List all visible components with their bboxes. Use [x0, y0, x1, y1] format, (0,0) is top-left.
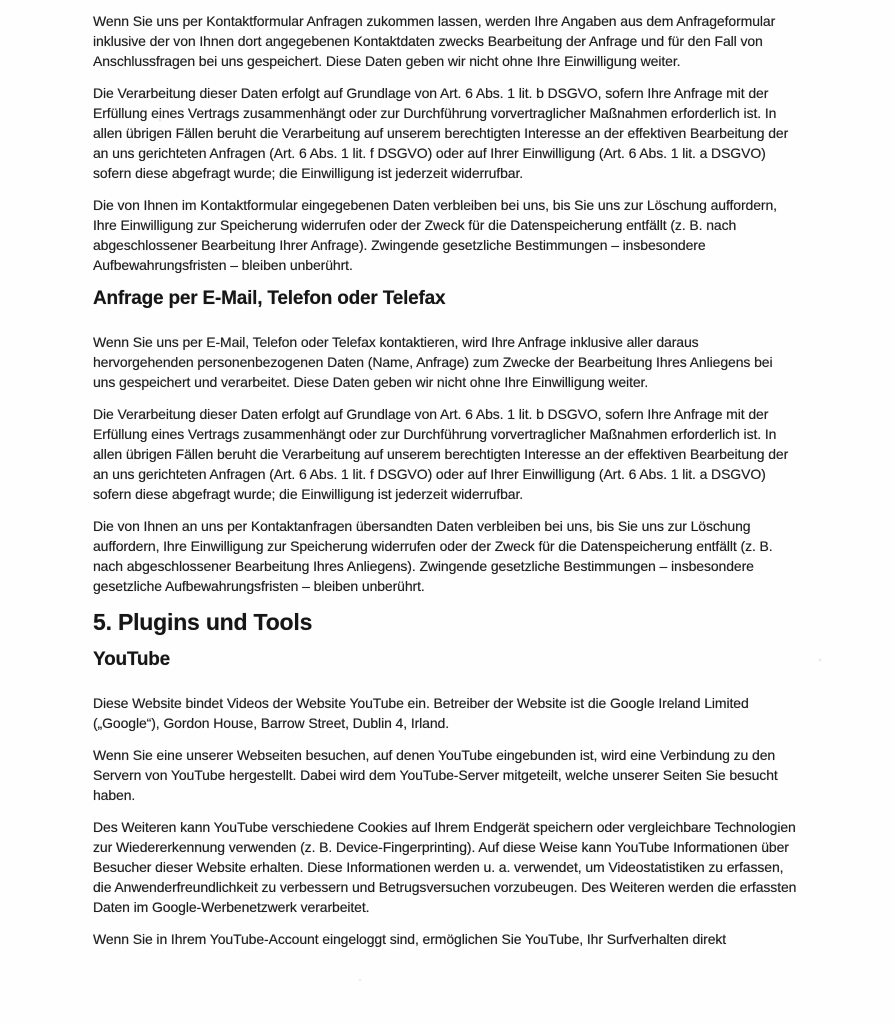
paragraph-email-contact-storage: Wenn Sie uns per E-Mail, Telefon oder Telefax kontaktieren, wird Ihre Anfrage inklusive aller daraus hervorgehenden personenbezogenen Daten (Name, Anfrage) zum Zwecke der Bearbeitung Ihres Anliegens bei uns gespeichert und verarbeitet. Diese Daten geben wir nicht ohne Ihre Einwilligung weiter.: [93, 334, 773, 390]
paragraph-email-contact-legal-basis: Die Verarbeitung dieser Daten erfolgt auf Grundlage von Art. 6 Abs. 1 lit. b DSGVO, sofern Ihre Anfrage mit der Erfüllung eines Vertrags zusammenhängt oder zur Durchführung vorvertraglicher Maßnahmen erforderlich ist. In allen übrigen Fällen beruht die Verarbeitung auf unserem berechtigten Interesse an der effektiven Bearbeitung der an uns gerichteten Anfragen (Art. 6 Abs. 1 lit. f DSGVO) oder auf Ihrer Einwilligung (Art. 6 Abs. 1 lit. a DSGVO) sofern diese abgefragt wurde; die Einwilligung ist jederzeit widerrufbar.: [93, 406, 789, 502]
paragraph-contact-form-storage: Wenn Sie uns per Kontaktformular Anfragen zukommen lassen, werden Ihre Angaben aus dem Anfrageformular inklusive der von Ihnen dort angegebenen Kontaktdaten zwecks Bearbeitung der Anfrage und für den Fall von Anschlussfragen bei uns gespeichert. Diese Daten geben wir nicht ohne Ihre Einwilligung weiter.: [93, 13, 776, 69]
paragraph-contact-form-legal-basis: Die Verarbeitung dieser Daten erfolgt auf Grundlage von Art. 6 Abs. 1 lit. b DSGVO, sofern Ihre Anfrage mit der Erfüllung eines Vertrags zusammenhängt oder zur Durchführung vorvertraglicher Maßnahmen erforderlich ist. In allen übrigen Fällen beruht die Verarbeitung auf unserem berechtigten Interesse an der effektiven Bearbeitung der an uns gerichteten Anfragen (Art. 6 Abs. 1 lit. f DSGVO) oder auf Ihrer Einwilligung (Art. 6 Abs. 1 lit. a DSGVO) sofern diese abgefragt wurde; die Einwilligung ist jederzeit widerrufbar.: [93, 85, 789, 181]
paragraph-contact-form-retention: Die von Ihnen im Kontaktformular eingegebenen Daten verbleiben bei uns, bis Sie uns zur Löschung auffordern, Ihre Einwilligung zur Speicherung widerrufen oder der Zweck für die Datenspeicherung entfällt (z. B. nach abgeschlossener Bearbeitung Ihrer Anfrage). Zwingende gesetzliche Bestimmungen – insbesondere Aufbewahrungsfristen – bleiben unberührt.: [93, 197, 777, 273]
paragraph-youtube-account-truncated: Wenn Sie in Ihrem YouTube-Account eingeloggt sind, ermöglichen Sie YouTube, Ihr Surfverhalten direkt: [93, 931, 727, 947]
heading-youtube: YouTube: [93, 649, 171, 670]
heading-plugins-und-tools: 5. Plugins und Tools: [93, 609, 313, 635]
paragraph-youtube-server-connection: Wenn Sie eine unserer Webseiten besuchen, auf denen YouTube eingebunden ist, wird eine Verbindung zu den Servern von YouTube hergestellt. Dabei wird dem YouTube-Server mitgeteilt, welche unserer Seiten Sie besucht haben.: [93, 747, 778, 803]
paragraph-email-contact-retention: Die von Ihnen an uns per Kontaktanfragen übersandten Daten verbleiben bei uns, bis Sie uns zur Löschung auffordern, Ihre Einwilligung zur Speicherung widerrufen oder der Zweck für die Datenspeicherung entfällt (z. B. nach abgeschlossener Bearbeitung Ihres Anliegens). Zwingende gesetzliche Bestimmungen – insbesondere gesetzliche Aufbewahrungsfristen – bleiben unberührt.: [93, 518, 773, 594]
paragraph-youtube-cookies: Des Weiteren kann YouTube verschiedene Cookies auf Ihrem Endgerät speichern oder vergleichbare Technologien zur Wiedererkennung verwenden (z. B. Device-Fingerprinting). Auf diese Weise kann YouTube Informationen über Besucher dieser Website erhalten. Diese Informationen werden u. a. verwendet, um Videostatistiken zu erfassen, die Anwenderfreundlichkeit zu verbessern und Betrugsversuchen vorzubeugen. Des Weiteren werden die erfassten Daten im Google-Werbenetzwerk verarbeitet.: [93, 819, 797, 915]
paragraph-youtube-operator: Diese Website bindet Videos der Website YouTube ein. Betreiber der Website ist die Google Ireland Limited („Google“), Gordon House, Barrow Street, Dublin 4, Irland.: [93, 695, 749, 731]
heading-anfrage-email-telefon-telefax: Anfrage per E-Mail, Telefon oder Telefax: [93, 288, 446, 309]
